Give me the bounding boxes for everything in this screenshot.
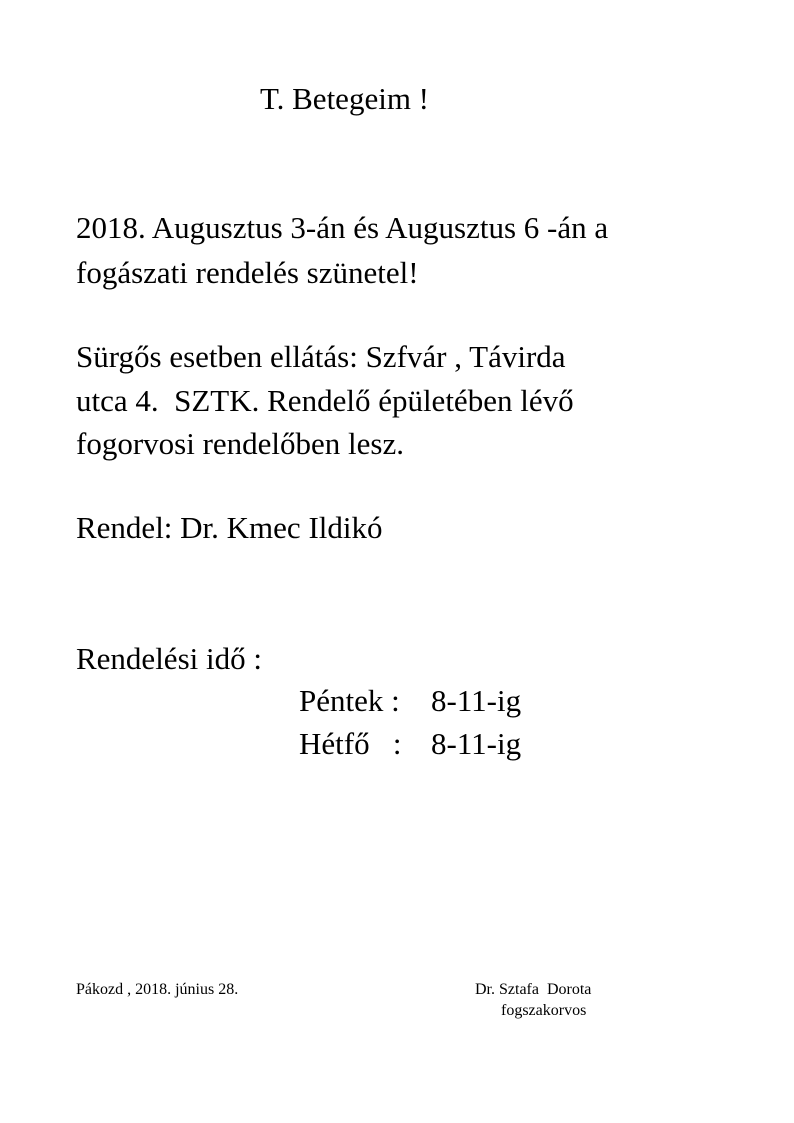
hours-label: Rendelési idő :: [76, 641, 262, 676]
hours-day-monday: Hétfő :: [299, 726, 402, 761]
footer-place-date: Pákozd , 2018. június 28.: [76, 981, 239, 998]
footer-signer-title: fogszakorvos: [501, 1002, 587, 1019]
greeting-heading: T. Betegeim !: [260, 81, 430, 116]
urgent-line-2: utca 4. SZTK. Rendelő épületében lévő: [76, 383, 574, 418]
urgent-line-3: fogorvosi rendelőben lesz.: [76, 426, 404, 461]
doctor-line: Rendel: Dr. Kmec Ildikó: [76, 510, 383, 545]
announcement-line-1: 2018. Augusztus 3-án és Augusztus 6 -án a: [76, 210, 609, 245]
announcement-line-2: fogászati rendelés szünetel!: [76, 255, 419, 290]
hours-time-friday: 8-11-ig: [431, 683, 522, 718]
footer-signer-name: Dr. Sztafa Dorota: [475, 981, 592, 998]
urgent-line-1: Sürgős esetben ellátás: Szfvár , Távirda: [76, 339, 566, 374]
hours-time-monday: 8-11-ig: [431, 726, 522, 761]
hours-day-friday: Péntek :: [299, 683, 400, 718]
